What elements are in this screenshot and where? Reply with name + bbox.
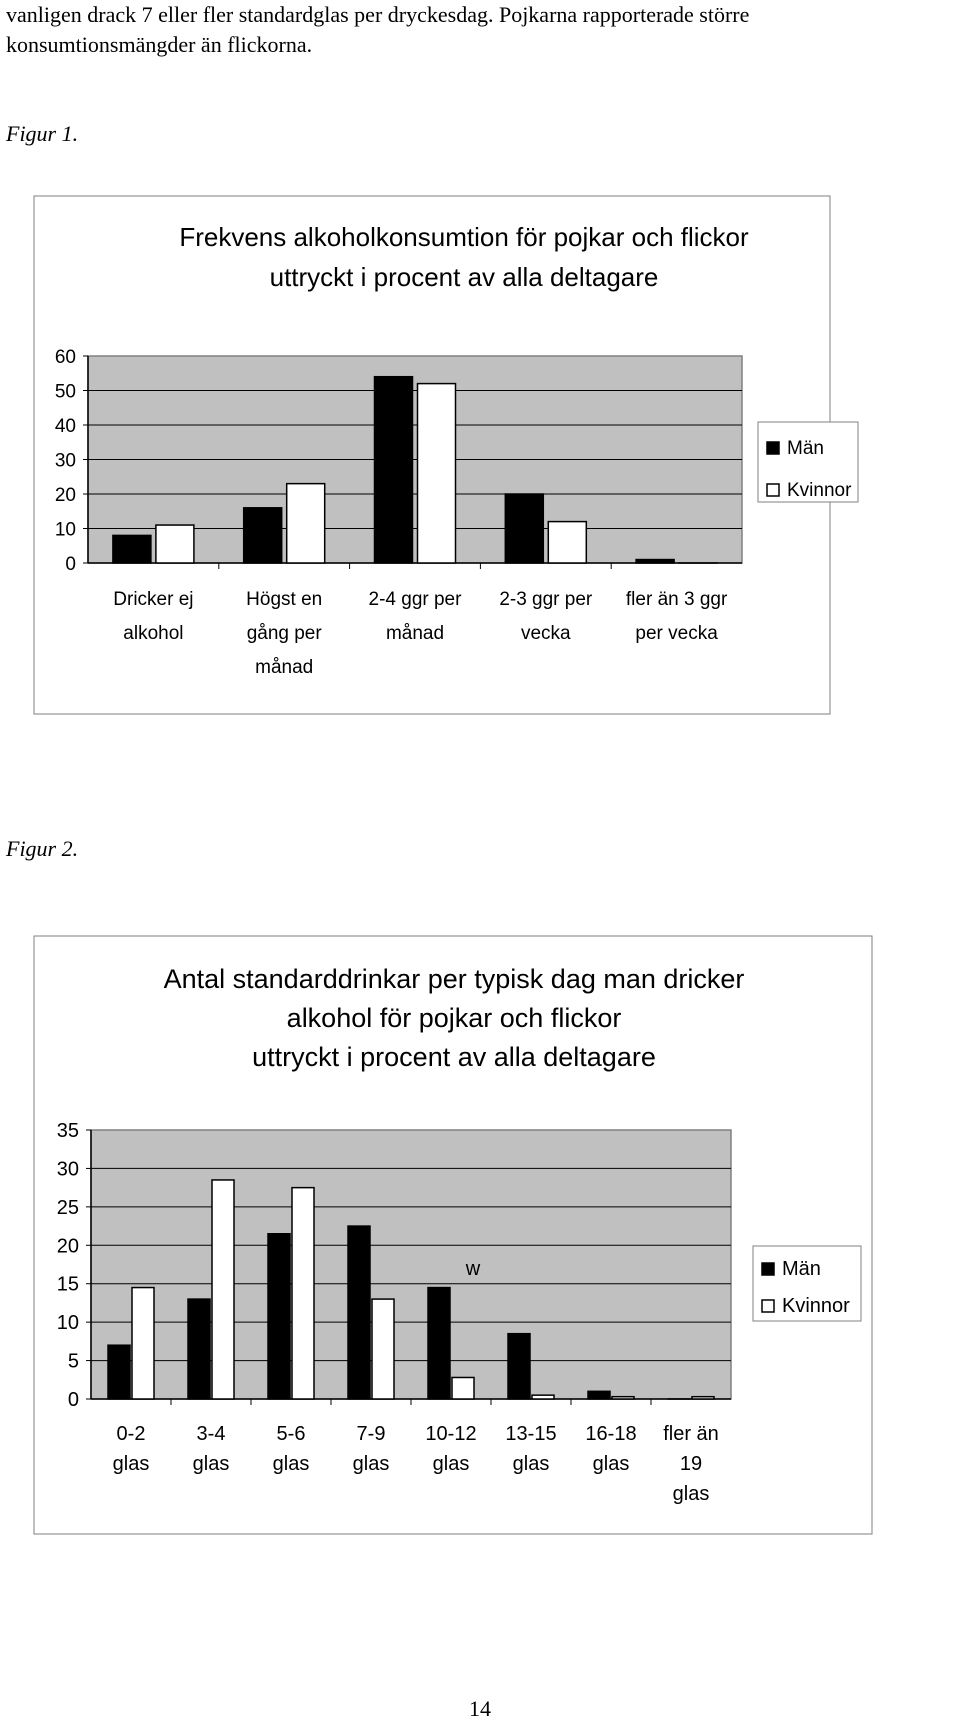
x-category-label: glas: [352, 1453, 390, 1475]
chart-title-line: uttryckt i procent av alla deltagare: [269, 262, 659, 292]
x-category-label: månad: [255, 657, 314, 678]
x-category-label: fler än 3 ggr: [625, 589, 728, 610]
bar-kvinnor: [532, 1395, 554, 1399]
bar-man: [348, 1226, 370, 1399]
legend-swatch-kvinnor: [762, 1300, 774, 1312]
y-tick-label: 5: [67, 1350, 79, 1373]
legend-label: Kvinnor: [787, 480, 852, 501]
x-category-label: glas: [112, 1453, 150, 1475]
legend-swatch-man: [762, 1263, 774, 1275]
x-category-label: 2-4 ggr per: [368, 589, 462, 610]
legend-label: Kvinnor: [782, 1295, 850, 1317]
y-tick-label: 20: [54, 485, 76, 506]
x-category-label: gång per: [246, 623, 322, 644]
x-category-label: 3-4: [196, 1423, 226, 1445]
x-category-label: 16-18: [585, 1423, 637, 1445]
x-category-label: glas: [432, 1453, 470, 1475]
bar-kvinnor: [212, 1180, 234, 1399]
legend-label: Män: [787, 438, 824, 459]
y-tick-label: 25: [56, 1196, 79, 1219]
x-category-label: fler än: [663, 1423, 719, 1445]
bar-man: [268, 1234, 290, 1399]
x-category-label: vecka: [520, 623, 571, 644]
x-category-label: 5-6: [276, 1423, 306, 1445]
y-tick-label: 0: [67, 1389, 79, 1411]
page-number: 14: [469, 1696, 491, 1721]
y-tick-label: 10: [54, 519, 76, 541]
x-category-label: 19: [679, 1453, 703, 1475]
intro-line-1: vanligen drack 7 eller fler standardglas per dryckesdag. Pojkarna rapporterade större: [6, 2, 750, 27]
y-tick-label: 30: [54, 450, 76, 472]
x-category-label: alkohol: [123, 623, 184, 644]
bar-man: [188, 1299, 210, 1399]
x-category-label: glas: [592, 1453, 630, 1475]
bar-kvinnor: [372, 1299, 394, 1399]
y-tick-label: 15: [56, 1273, 79, 1296]
bar-man: [588, 1391, 610, 1399]
bar-kvinnor: [612, 1397, 634, 1399]
bar-kvinnor: [452, 1377, 474, 1399]
chart-title-line: Frekvens alkoholkonsumtion för pojkar och flickor: [179, 222, 749, 252]
y-tick-label: 50: [54, 381, 76, 403]
x-category-label: 10-12: [425, 1423, 477, 1445]
bar-kvinnor: [692, 1397, 714, 1399]
bar-man: [108, 1345, 130, 1399]
chart-title-line: Antal standarddrinkar per typisk dag man dricker: [163, 964, 745, 994]
y-tick-label: 10: [56, 1312, 79, 1335]
x-category-label: glas: [272, 1453, 310, 1475]
legend-label: Män: [782, 1258, 821, 1280]
figure-2-label: Figur 2.: [6, 836, 79, 861]
y-tick-label: 30: [56, 1158, 79, 1181]
bar-man: [508, 1334, 530, 1399]
chart-title-line: alkohol för pojkar och flickor: [286, 1003, 622, 1033]
x-category-label: 2-3 ggr per: [499, 589, 593, 610]
chart-annotation: w: [465, 1258, 481, 1280]
x-category-label: glas: [512, 1453, 550, 1475]
bar-kvinnor: [292, 1188, 314, 1399]
y-tick-label: 40: [54, 416, 76, 437]
y-tick-label: 20: [56, 1235, 79, 1258]
x-category-label: glas: [192, 1453, 230, 1475]
x-category-label: 13-15: [505, 1423, 557, 1445]
chart-title-line: uttryckt i procent av alla deltagare: [252, 1042, 656, 1072]
x-category-label: 7-9: [356, 1423, 386, 1445]
x-category-label: Dricker ej: [113, 589, 194, 610]
y-tick-label: 0: [65, 554, 76, 575]
y-tick-label: 60: [54, 347, 76, 368]
figure-1-label: Figur 1.: [6, 121, 79, 146]
x-category-label: månad: [385, 623, 445, 644]
x-category-label: Högst en: [246, 589, 323, 610]
x-category-label: 0-2: [116, 1423, 146, 1445]
intro-line-2: konsumtionsmängder än flickorna.: [6, 32, 313, 57]
plot-area: [91, 1130, 731, 1399]
bar-man: [428, 1288, 450, 1399]
x-category-label: per vecka: [635, 623, 718, 644]
bar-kvinnor: [132, 1288, 154, 1399]
x-category-label: glas: [672, 1483, 710, 1505]
y-tick-label: 35: [56, 1120, 79, 1142]
